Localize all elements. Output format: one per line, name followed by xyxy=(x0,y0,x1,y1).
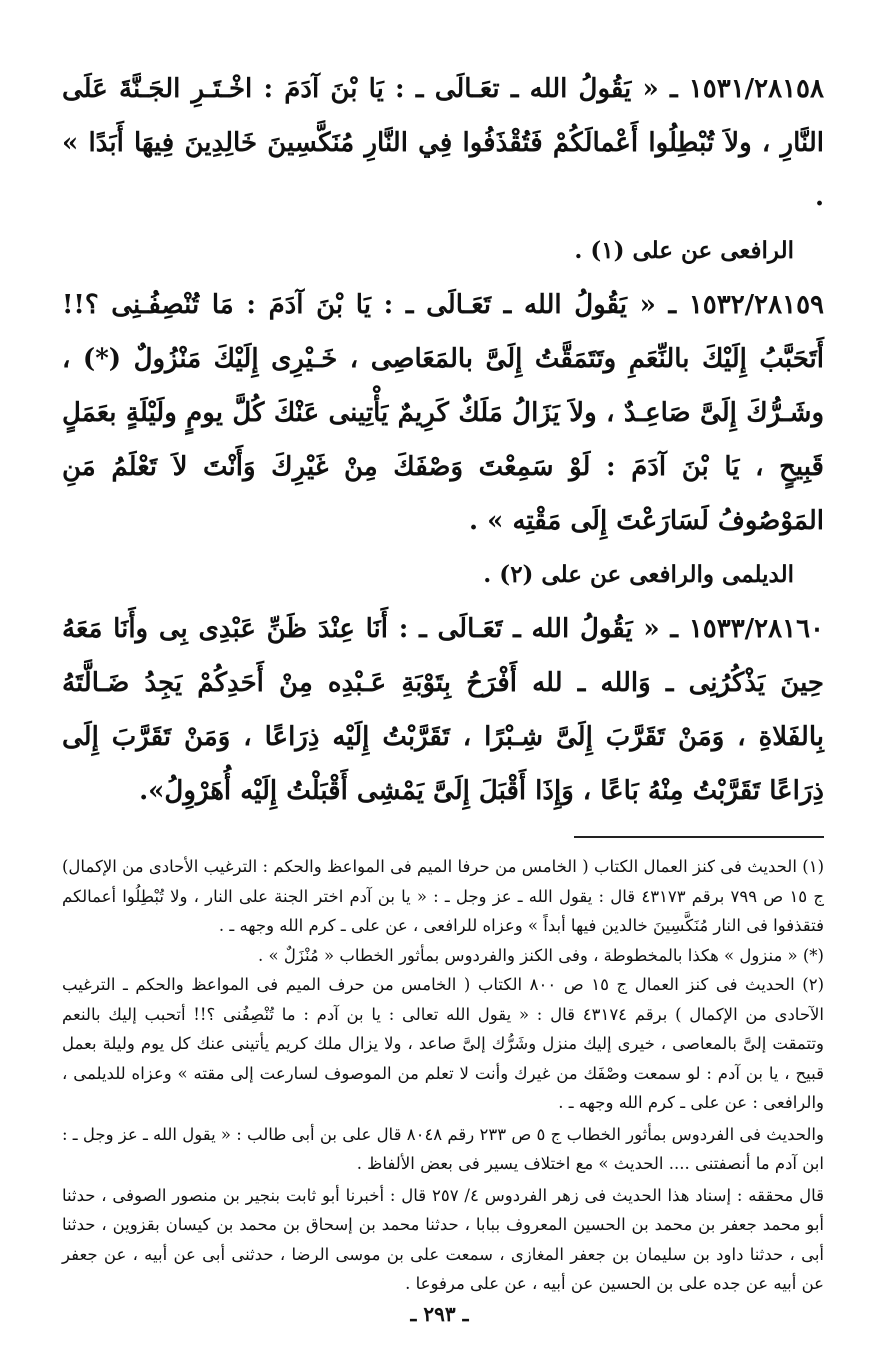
hadith-source: الديلمى والرافعى عن على (٢) . xyxy=(483,561,794,588)
page-content xyxy=(62,62,824,1299)
footnote-2-firdaws: والحديث فى الفردوس بمأثور الخطاب ج ٥ ص ٢٣٣ رقم ٨٠٤٨ قال على بن أبى طالب : « يقول الله ـ عز وجل ـ : ابن آدم ما أنصفتنى .... الحديث » مع اختلاف يسير فى بعض الألفاظ . xyxy=(61,1124,824,1173)
hadith-text: ـ « يَقُولُ الله ـ تَعَـالَى ـ : أَنَا عِنْدَ ظَنِّ عَبْدِى بِى وأَنَا مَعَهُ حِينَ يَذْكُرُنِى ـ وَالله ـ لله أَفْرَحُ بِتَوْبَةِ عَـبْدِه مِنْ أَحَدِكُمْ يَجِدُ ضَـالَّتَهُ بِالفَلاةِ ، وَمَنْ تَقَرَّبَ إِلَىَّ شِـبْرًا ، تَقَرَّبْتُ إِلَيْه ذِرَاعًا ، وَمَنْ تَقَرَّبَ إِلَى ذِرَاعًا تَقَرَّبْتُ مِنْهُ بَاعًا ، وَإِذَا أَقْبَلَ إِلَىَّ يَمْشِى أَقْبَلْتُ إِلَيْه أُهَرْوِلُ». xyxy=(62,614,824,806)
page-number: ـ ٢٩٣ ـ xyxy=(410,1302,469,1326)
hadith-number: ١٥٣١/٢٨١٥٨ xyxy=(688,74,824,104)
hadith-1531 xyxy=(62,62,824,224)
hadith-number: ١٥٣٣/٢٨١٦٠ xyxy=(688,614,824,644)
footnote-1: (١) الحديث فى كنز العمال الكتاب ( الخامس من حرفا الميم فى المواعظ والحكم : الترغيب الأحادى من الإكمال) ج ١٥ ص ٧٩٩ برقم ٤٣١٧٣ قال : يقول الله ـ عز وجل ـ : « يا بن آدم اختر الجنة على النار ، ولا تُبْطِلُوا أعمالكم فتقذفوا فى النار مُنَكَّسِينَ خالدين فيها أبداً » وعزاه للرافعى ، عن على ـ كرم الله وجهه ـ . xyxy=(62,857,824,935)
hadith-source: الرافعى عن على (١) . xyxy=(574,237,794,264)
hadith-1533 xyxy=(62,602,824,818)
hadith-text: ـ « يَقُولُ الله ـ تَعَـالَى ـ : يَا بْنَ آدَمَ : مَا تُنْصِفُـنِى ؟!! أَتَحَبَّبُ إِلَيْكَ بالنِّعَمِ وتَتَمَقَّتُ إِلَىَّ بالمَعَاصِى ، خَـيْرِى إِلَيْكَ مَنْزُولٌ (*) ، وشَـرُّكَ إِلَىَّ صَاعِـدٌ ، ولاَ يَزَالُ مَلَكٌ كَرِيمٌ يَأْتِينى عَنْكَ كُلَّ يومٍ ولَيْلَةٍ بعَمَلٍ قَبِيحٍ ، يَا بْنَ آدَمَ : لَوْ سَمِعْتَ وَصْفَكَ مِنْ غَيْرِكَ وَأَنْتَ لاَ تَعْلَمُ مَنِ المَوْصُوفُ لَسَارَعْتَ إِلَى مَقْتِه » . xyxy=(62,290,824,536)
footnote-star: (*) « منزول » هكذا بالمخطوطة ، وفى الكنز والفردوس بمأثور الخطاب « مُنْزَلٌ » . xyxy=(258,945,824,965)
footnote-2-isnad: قال محققه : إسناد هذا الحديث فى زهر الفردوس ٤/ ٢٥٧ قال : أخبرنا أبو ثابت بنجير بن منصور الصوفى ، حدثنا أبو محمد جعفر بن محمد بن الحسين المعروف ببابا ، حدثنا محمد بن إسحاق بن محمد بن كيسان بقزوين ، حدثنا أبى ، حدثنا داود بن سليمان بن جعفر المغازى ، سمعت على بن موسى الرضا ، حدثنى أبى عن أبيه ، عن جعفر عن أبيه عن جده على بن الحسين عن أبيه ، عن على مرفوعا . xyxy=(62,1185,824,1293)
hadith-text: ـ « يَقُولُ الله ـ تعَـالَى ـ : يَا بْنَ آدَمَ : اخْـتَـرِ الجَـنَّةَ عَلَى النَّارِ ، ولاَ تُبْطِلُوا أَعْمالَكُمْ فَتُقْذَفُوا فِي النَّارِ مُنَكَّسِينَ خَالِدِينَ فِيهَا أَبَدًا » . xyxy=(62,74,824,212)
hadith-1532 xyxy=(62,278,824,548)
footnote-divider xyxy=(574,836,824,838)
footnote-2: (٢) الحديث فى كنز العمال ج ١٥ ص ٨٠٠ الكتاب ( الخامس من حرف الميم فى المواعظ والحكم ـ الترغيب الآحادى من الإكمال ) برقم ٤٣١٧٤ قال : « يقول الله تعالى : يا بن آدم : ما تُنْصِفُنى ؟!! أتحبب إليك بالنعم وتتمقت إلىَّ بالمعاصى ، خيرى إليك منزل وشَرُّك إلىَّ صاعد ، ولا يزال ملك كريم يأتينى عنك كل يوم وليلة بعمل قبيح ، يا بن آدم : لو سمعت وصْفَك من غيرك وأنت لا تعلم من الموصوف لسارعت إلى مقته » وعزاه للديلمى ، والرافعى : عن على ـ كرم الله وجهه ـ . xyxy=(62,975,825,1112)
hadith-section xyxy=(62,62,824,818)
footnotes-section xyxy=(62,852,824,1299)
hadith-number: ١٥٣٢/٢٨١٥٩ xyxy=(688,290,824,320)
